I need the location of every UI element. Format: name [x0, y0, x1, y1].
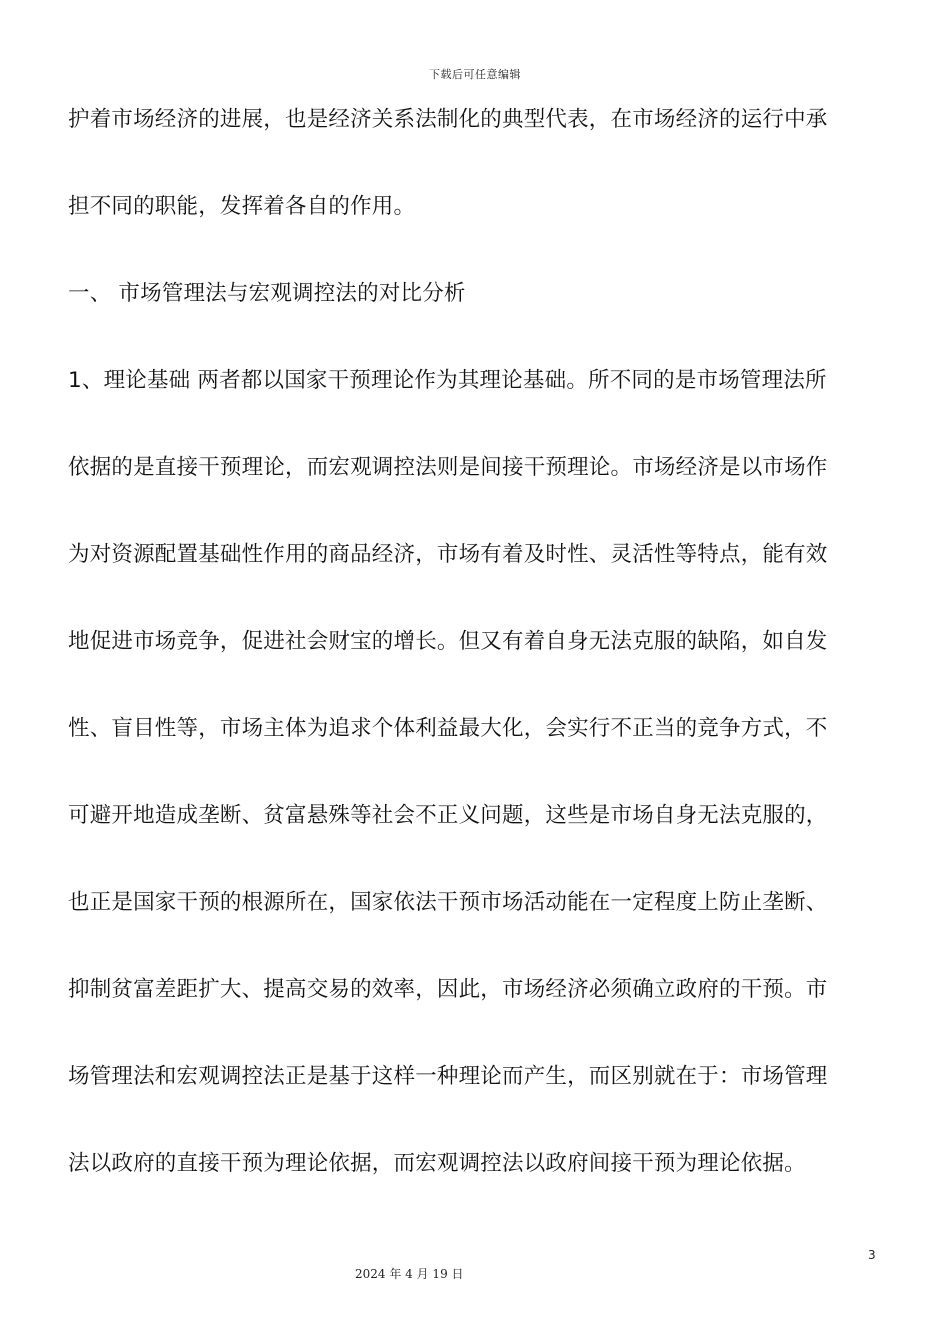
text-line: 1、理论基础 两者都以国家干预理论作为其理论基础。所不同的是市场管理法所 [68, 368, 827, 393]
text-line: 场管理法和宏观调控法正是基于这样一种理论而产生，而区别就在于：市场管理 [68, 1064, 828, 1089]
text-line: 可避开地造成垄断、贫富悬殊等社会不正义问题，这些是市场自身无法克服的， [68, 803, 828, 828]
text-line: 性、盲目性等，市场主体为追求个体利益最大化，会实行不正当的竞争方式，不 [68, 716, 828, 741]
page-date: 2024 年 4 月 19 日 [355, 1267, 464, 1281]
text-line: 护着市场经济的进展，也是经济关系法制化的典型代表，在市场经济的运行中承 [68, 107, 828, 132]
page-header-note: 下载后可任意编辑 [429, 68, 521, 81]
text-line: 为对资源配置基础性作用的商品经济，市场有着及时性、灵活性等特点，能有效 [68, 542, 828, 567]
text-line: 依据的是直接干预理论，而宏观调控法则是间接干预理论。市场经济是以市场作 [68, 455, 828, 480]
body-text [68, 96, 883, 1227]
text-line: 抑制贫富差距扩大、提高交易的效率，因此，市场经济必须确立政府的干预。市 [68, 977, 828, 1002]
text-line: 地促进市场竞争，促进社会财宝的增长。但又有着自身无法克服的缺陷，如自发 [68, 629, 828, 654]
text-line: 法以政府的直接干预为理论依据，而宏观调控法以政府间接干预为理论依据。 [68, 1151, 806, 1176]
text-line: 担不同的职能，发挥着各自的作用。 [68, 194, 416, 219]
page-number: 3 [868, 1248, 876, 1262]
text-line: 也正是国家干预的根源所在，国家依法干预市场活动能在一定程度上防止垄断、 [68, 890, 828, 915]
section-heading: 一、 市场管理法与宏观调控法的对比分析 [68, 281, 466, 306]
